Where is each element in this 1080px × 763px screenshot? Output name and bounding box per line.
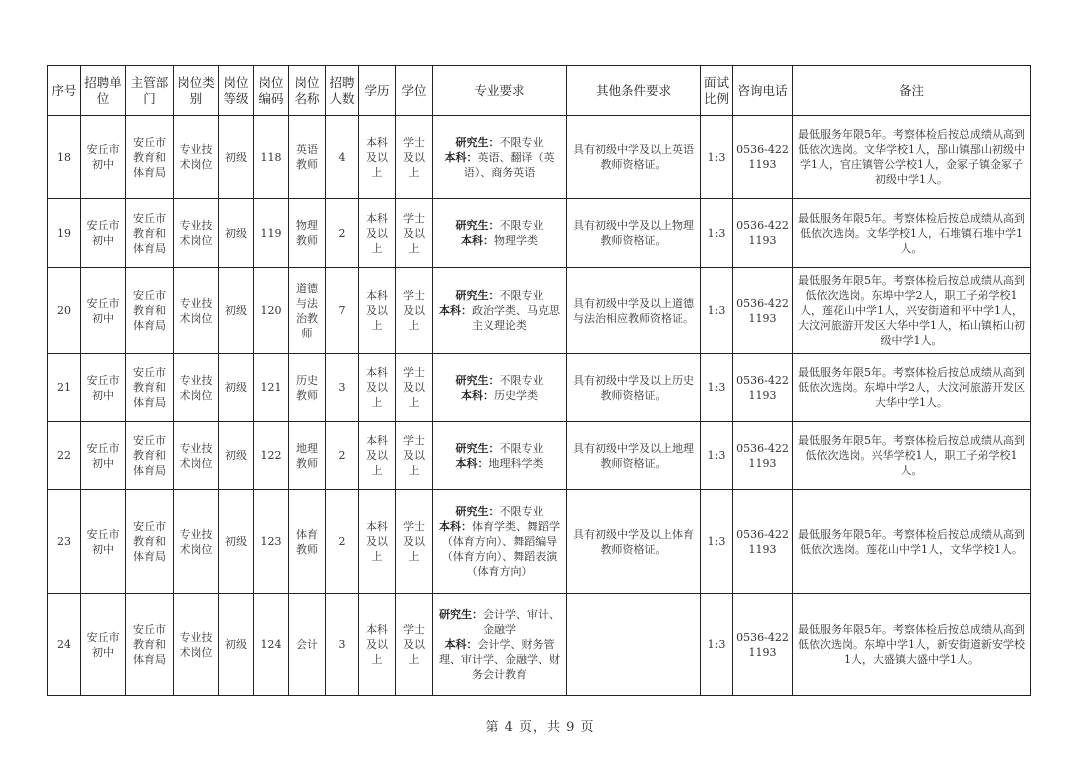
cell-code: 124: [254, 594, 289, 696]
undergrad-label: 本科：: [439, 304, 472, 317]
cell-ratio: 1:3: [701, 199, 733, 268]
cell-phone: 0536-4221193: [733, 354, 793, 422]
cell-edu: 本科及以上: [359, 490, 396, 594]
cell-count: 2: [326, 422, 359, 490]
cell-count: 3: [326, 594, 359, 696]
cell-ratio: 1:3: [701, 422, 733, 490]
cell-other: 具有初级中学及以上体育教师资格证。: [567, 490, 701, 594]
table-row: [48, 422, 1031, 490]
cell-count: 7: [326, 268, 359, 354]
grad-value: 不限专业: [499, 135, 544, 149]
grad-label: 研究生：: [455, 289, 500, 302]
cell-level: 初级: [219, 268, 254, 354]
cell-category: 专业技术岗位: [174, 490, 219, 594]
cell-dept: 安丘市教育和体育局: [126, 490, 174, 594]
cell-code: 120: [254, 268, 289, 354]
cell-no: 21: [48, 354, 81, 422]
header-edu: 学历: [359, 66, 396, 116]
table-row: [48, 594, 1031, 696]
table-row: [48, 116, 1031, 199]
cell-code: 123: [254, 490, 289, 594]
grad-label: 研究生：: [455, 441, 500, 455]
undergrad-label: 本科：: [461, 234, 494, 247]
cell-dept: 安丘市教育和体育局: [126, 268, 174, 354]
page-number: 第 4 页，共 9 页: [485, 720, 595, 735]
cell-note: 最低服务年限5年。考察体检后按总成绩从高到低依次选岗。东埠中学2人，大汶河旅游开发区大华中学1人。: [793, 354, 1031, 422]
cell-other: 具有初级中学及以上物理教师资格证。: [567, 199, 701, 268]
header-ratio: 面试比例: [701, 66, 733, 116]
undergrad-value: 物理学类: [494, 234, 538, 247]
grad-value: 会计学、审计、金融学: [483, 608, 560, 636]
cell-other: [567, 594, 701, 696]
grad-label: 研究生：: [439, 608, 483, 621]
cell-edu: 本科及以上: [359, 422, 396, 490]
cell-count: 4: [326, 116, 359, 199]
cell-no: 22: [48, 422, 81, 490]
cell-degree: 学士及以上: [396, 422, 433, 490]
grad-label: 研究生：: [455, 373, 500, 387]
cell-ratio: 1:3: [701, 116, 733, 199]
header-other: 其他条件要求: [567, 66, 701, 116]
header-code: 岗位编码: [254, 66, 289, 116]
cell-no: 24: [48, 594, 81, 696]
cell-note: 最低服务年限5年。考察体检后按总成绩从高到低依次选岗。莲花山中学1人，文华学校1人。: [793, 490, 1031, 594]
header-degree: 学位: [396, 66, 433, 116]
table-row: [48, 354, 1031, 422]
cell-level: 初级: [219, 490, 254, 594]
cell-phone: 0536-4221193: [733, 422, 793, 490]
cell-dept: 安丘市教育和体育局: [126, 422, 174, 490]
cell-unit: 安丘市初中: [81, 116, 126, 199]
cell-category: 专业技术岗位: [174, 594, 219, 696]
cell-note: 最低服务年限5年。考察体检后按总成绩从高到低依次选岗。兴华学校1人，职工子弟学校1人。: [793, 422, 1031, 490]
cell-major: [433, 490, 567, 594]
recruitment-table: [47, 65, 1031, 696]
cell-count: 2: [326, 199, 359, 268]
cell-edu: 本科及以上: [359, 594, 396, 696]
cell-edu: 本科及以上: [359, 268, 396, 354]
grad-value: 不限专业: [499, 289, 544, 302]
cell-no: 18: [48, 116, 81, 199]
cell-level: 初级: [219, 422, 254, 490]
header-note: 备注: [793, 66, 1031, 116]
cell-dept: 安丘市教育和体育局: [126, 354, 174, 422]
cell-degree: 学士及以上: [396, 116, 433, 199]
undergrad-value: 政治学类、马克思主义理论类: [472, 304, 560, 332]
cell-dept: 安丘市教育和体育局: [126, 199, 174, 268]
cell-code: 118: [254, 116, 289, 199]
undergrad-label: 本科：: [444, 638, 478, 651]
cell-category: 专业技术岗位: [174, 422, 219, 490]
grad-label: 研究生：: [455, 219, 500, 232]
cell-ratio: 1:3: [701, 354, 733, 422]
cell-name: 英语教师: [289, 116, 326, 199]
cell-category: 专业技术岗位: [174, 268, 219, 354]
header-name: 岗位名称: [289, 66, 326, 116]
grad-value: 不限专业: [499, 441, 544, 455]
cell-code: 121: [254, 354, 289, 422]
cell-level: 初级: [219, 594, 254, 696]
cell-major: [433, 116, 567, 199]
cell-no: 23: [48, 490, 81, 594]
cell-note: 最低服务年限5年。考察体检后按总成绩从高到低依次选岗。东埠中学2人，职工子弟学校1人，莲花山中学1人，兴安街道和平中学1人，大汶河旅游开发区大华中学1人，柘山镇柘山初级中学1人。: [793, 268, 1031, 354]
cell-edu: 本科及以上: [359, 199, 396, 268]
cell-edu: 本科及以上: [359, 116, 396, 199]
grad-label: 研究生：: [455, 505, 500, 518]
undergrad-value: 地理科学类: [488, 456, 544, 470]
cell-dept: 安丘市教育和体育局: [126, 594, 174, 696]
cell-ratio: 1:3: [701, 490, 733, 594]
undergrad-label: 本科：: [455, 456, 489, 470]
cell-category: 专业技术岗位: [174, 199, 219, 268]
cell-ratio: 1:3: [701, 594, 733, 696]
cell-degree: 学士及以上: [396, 199, 433, 268]
cell-major: [433, 354, 567, 422]
cell-phone: 0536-4221193: [733, 116, 793, 199]
cell-major: [433, 199, 567, 268]
header-major: 专业要求: [433, 66, 567, 116]
cell-major: [433, 422, 567, 490]
cell-name: 体育教师: [289, 490, 326, 594]
table-row: [48, 268, 1031, 354]
table-row: [48, 490, 1031, 594]
cell-unit: 安丘市初中: [81, 268, 126, 354]
undergrad-label: 本科：: [444, 150, 478, 164]
header-dept: 主管部门: [126, 66, 174, 116]
cell-name: 历史教师: [289, 354, 326, 422]
cell-name: 物理教师: [289, 199, 326, 268]
cell-phone: 0536-4221193: [733, 594, 793, 696]
cell-category: 专业技术岗位: [174, 354, 219, 422]
cell-other: 具有初级中学及以上英语教师资格证。: [567, 116, 701, 199]
header-phone: 咨询电话: [733, 66, 793, 116]
cell-level: 初级: [219, 116, 254, 199]
cell-other: 具有初级中学及以上历史教师资格证。: [567, 354, 701, 422]
header-category: 岗位类别: [174, 66, 219, 116]
undergrad-label: 本科：: [461, 388, 494, 402]
header-unit: 招聘单位: [81, 66, 126, 116]
undergrad-label: 本科：: [439, 520, 472, 533]
header-no: 序号: [48, 66, 81, 116]
grad-value: 不限专业: [499, 505, 544, 518]
header-count: 招聘人数: [326, 66, 359, 116]
cell-unit: 安丘市初中: [81, 354, 126, 422]
cell-name: 会计: [289, 594, 326, 696]
cell-count: 2: [326, 490, 359, 594]
cell-degree: 学士及以上: [396, 268, 433, 354]
cell-degree: 学士及以上: [396, 354, 433, 422]
cell-category: 专业技术岗位: [174, 116, 219, 199]
undergrad-value: 历史学类: [494, 388, 538, 402]
cell-unit: 安丘市初中: [81, 594, 126, 696]
cell-other: 具有初级中学及以上地理教师资格证。: [567, 422, 701, 490]
cell-note: 最低服务年限5年。考察体检后按总成绩从高到低依次选岗。文华学校1人，石堆镇石堆中学1人。: [793, 199, 1031, 268]
cell-count: 3: [326, 354, 359, 422]
cell-ratio: 1:3: [701, 268, 733, 354]
grad-value: 不限专业: [499, 219, 544, 232]
cell-level: 初级: [219, 354, 254, 422]
undergrad-value: 体育学类、舞蹈学（体育方向）、舞蹈编导（体育方向）、舞蹈表演（体育方向）: [441, 520, 560, 578]
cell-unit: 安丘市初中: [81, 490, 126, 594]
cell-name: 道德与法治教师: [289, 268, 326, 354]
cell-no: 19: [48, 199, 81, 268]
cell-degree: 学士及以上: [396, 594, 433, 696]
cell-degree: 学士及以上: [396, 490, 433, 594]
cell-major: [433, 594, 567, 696]
undergrad-value: 英语、翻译（英语）、商务英语: [463, 150, 555, 179]
cell-edu: 本科及以上: [359, 354, 396, 422]
cell-other: 具有初级中学及以上道德与法治相应教师资格证。: [567, 268, 701, 354]
cell-phone: 0536-4221193: [733, 268, 793, 354]
cell-note: 最低服务年限5年。考察体检后按总成绩从高到低依次选岗。东埠中学1人，新安街道新安学校1人，大盛镇大盛中学1人。: [793, 594, 1031, 696]
cell-unit: 安丘市初中: [81, 199, 126, 268]
grad-value: 不限专业: [499, 373, 544, 387]
header-level: 岗位等级: [219, 66, 254, 116]
cell-phone: 0536-4221193: [733, 199, 793, 268]
cell-level: 初级: [219, 199, 254, 268]
cell-phone: 0536-4221193: [733, 490, 793, 594]
grad-label: 研究生：: [455, 135, 500, 149]
cell-name: 地理教师: [289, 422, 326, 490]
header-row: [48, 66, 1031, 116]
cell-unit: 安丘市初中: [81, 422, 126, 490]
cell-note: 最低服务年限5年。考察体检后按总成绩从高到低依次选岗。文华学校1人，郚山镇郚山初级中学1人，官庄镇管公学校1人，金冢子镇金冢子初级中学1人。: [793, 116, 1031, 199]
cell-major: [433, 268, 567, 354]
cell-code: 122: [254, 422, 289, 490]
cell-code: 119: [254, 199, 289, 268]
undergrad-value: 会计学、财务管理、审计学、金融学、财务会计教育: [439, 638, 560, 681]
cell-dept: 安丘市教育和体育局: [126, 116, 174, 199]
table-row: [48, 199, 1031, 268]
cell-no: 20: [48, 268, 81, 354]
